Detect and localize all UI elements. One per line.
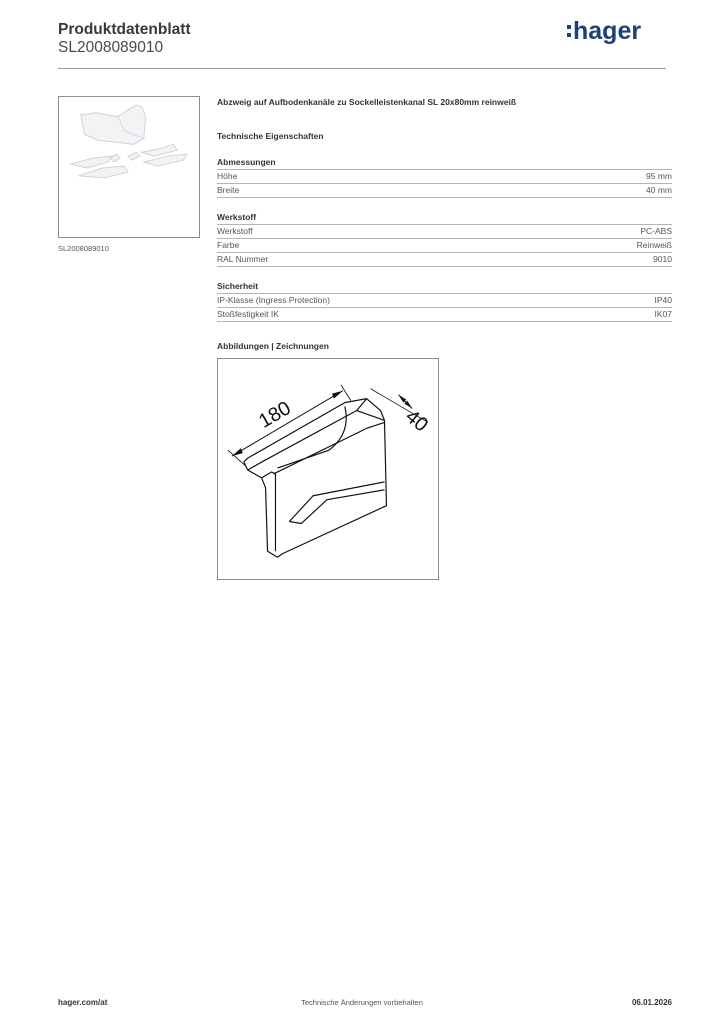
spec-row (217, 225, 672, 239)
footer-website[interactable]: hager.com/at (58, 998, 108, 1007)
logo-text: hager (573, 17, 642, 45)
hager-logo (566, 16, 656, 48)
spec-label: Höhe (217, 171, 238, 181)
drawings-section-title: Abbildungen | Zeichnungen (217, 341, 329, 351)
spec-value: IP40 (654, 295, 672, 305)
dimension-length-label: 180 (255, 397, 295, 433)
spec-group-dimensions (217, 156, 672, 198)
spec-value: 95 mm (646, 171, 672, 181)
spec-value: Reinweiß (636, 240, 672, 250)
spec-row (217, 308, 672, 322)
spec-row (217, 253, 672, 267)
spec-label: RAL Nummer (217, 254, 269, 264)
spec-label: IP-Klasse (Ingress Protection) (217, 295, 330, 305)
product-sku: SL2008089010 (58, 39, 164, 56)
spec-label: Farbe (217, 240, 240, 250)
spec-value: 40 mm (646, 185, 672, 195)
page-title: Produktdatenblatt (58, 21, 191, 38)
spec-group-safety (217, 280, 672, 322)
spec-row (217, 184, 672, 198)
tech-section-title: Technische Eigenschaften (217, 131, 324, 141)
spec-row (217, 239, 672, 253)
spec-value: PC-ABS (640, 226, 672, 236)
spec-label: Werkstoff (217, 226, 253, 236)
spec-value: IK07 (654, 309, 672, 319)
footer-notice: Technische Änderungen vorbehalten (301, 998, 423, 1007)
footer-date: 06.01.2026 (631, 998, 672, 1007)
spec-group-title: Werkstoff (217, 211, 672, 225)
photo-caption: SL2008089010 (58, 244, 109, 253)
product-description: Abzweig auf Aufbodenkanäle zu Sockelleistenkanal SL 20x80mm reinweiß (217, 97, 517, 107)
spec-group-material (217, 211, 672, 267)
spec-group-title: Abmessungen (217, 156, 672, 170)
product-photo (58, 96, 200, 238)
dimension-width-label: 40 (401, 405, 433, 437)
technical-drawing (217, 358, 439, 580)
spec-group-title: Sicherheit (217, 280, 672, 294)
spec-row (217, 170, 672, 184)
spec-label: Breite (217, 185, 240, 195)
spec-label: Stoßfestigkeit IK (217, 309, 279, 319)
spec-row (217, 294, 672, 308)
header-divider (58, 68, 666, 69)
product-content (217, 96, 672, 352)
spec-value: 9010 (653, 254, 672, 264)
